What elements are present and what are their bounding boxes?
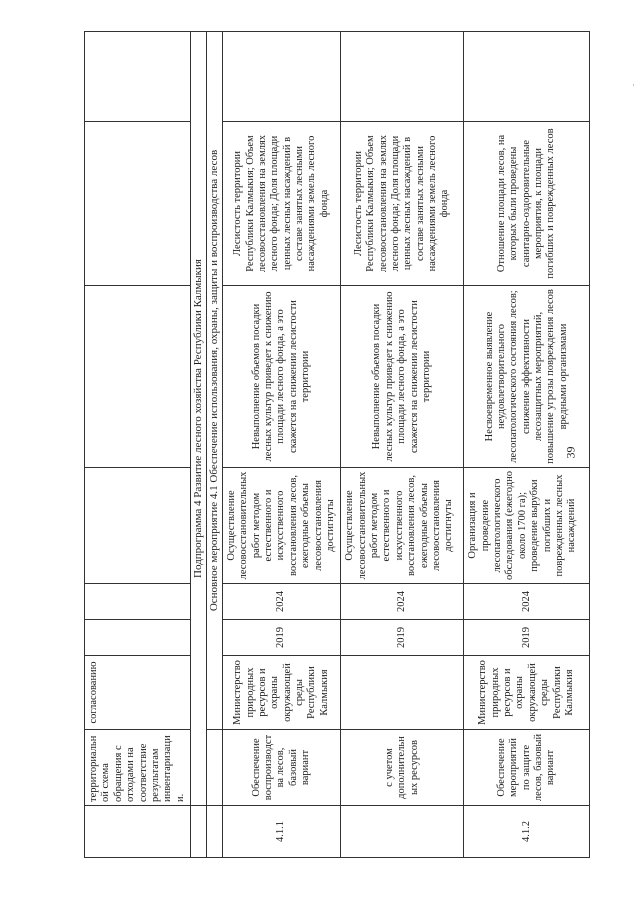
main-event-gap-cell (206, 806, 222, 858)
program-table (84, 31, 590, 858)
indicators: Лесистость территории Республики Калмыкия; Объем лесовосстановления на землях лесного фонда; Доля площади ценных лесных насаждений в составе занятых лесными насаждениями земель лесного фонда (222, 122, 340, 286)
header-cell-empty (85, 620, 191, 656)
table-row (222, 32, 340, 858)
start-year: 2019 (222, 620, 340, 656)
extra-cell (341, 32, 464, 122)
consequence: Несвоевременное выявление неудовлетворительного лесопатологического состояния лесов; снижение эффективности лесозащитных мероприятий, повышение угрозы повреждения лесов вредными организмами (464, 286, 590, 468)
header-cell-empty (85, 122, 191, 286)
expected-result: Осуществление лесовосстановительных работ методом естественного и искусственного восстановления лесов, ежегодные объемы лесовосстановления достигнуты (222, 468, 340, 584)
header-cell-empty (85, 286, 191, 468)
event-name: Обеспечение мероприятий по защите лесов, базовый вариант (464, 730, 590, 806)
subprogram-gap-cell (191, 806, 207, 858)
row-number: 4.1.2 (464, 806, 590, 858)
header-cell-num (85, 806, 191, 858)
main-event-gap-cell (206, 730, 222, 806)
header-row (85, 32, 191, 858)
subprogram-title: Подпрограмма 4 Развитие лесного хозяйства Республики Калмыкия (191, 32, 207, 806)
row-number (341, 806, 464, 858)
extra-cell (464, 32, 590, 122)
expected-result: Организация и проведение лесопатологического обследования (ежегодно около 1700 га); проведение вырубки погибших и поврежденных лесных насаждений (464, 468, 590, 584)
event-name: с учетом дополнительных ресурсов (341, 730, 464, 806)
header-cell-name: территориальной схема обращения с отходами на соответствие результатам инвентаризации. (85, 730, 191, 806)
start-year: 2019 (464, 620, 590, 656)
header-cell-executor: согласованию (85, 656, 191, 730)
consequence: Невыполнение объемов посадки лесных культур приведет к снижению площади лесного фонда, а это скажется на снижении лесистости территории (222, 286, 340, 468)
executor (341, 656, 464, 730)
consequence: Невыполнение объемов посадки лесных культур приведет к снижению площади лесного фонда, а это скажется на снижении лесистости территории (341, 286, 464, 468)
row-number: 4.1.1 (222, 806, 340, 858)
main-event-title: Основное мероприятие 4.1 Обеспечение использования, охраны, защиты и воспроизводства лесов (206, 32, 222, 730)
main-event-row (206, 32, 222, 858)
extra-cell (222, 32, 340, 122)
indicators: Лесистость территории Республики Калмыкия; Объем лесовосстановления на землях лесного фонда; Доля площади ценных лесных насаждений в составе занятых лесными насаждениями земель лесного фонда (341, 122, 464, 286)
start-year: 2019 (341, 620, 464, 656)
table-row (341, 32, 464, 858)
end-year: 2024 (341, 584, 464, 620)
expected-result: Осуществление лесовосстановительных работ методом естественного и искусственного восстановления лесов, ежегодные объемы лесовосстановления достигнуты (341, 468, 464, 584)
header-cell-empty (85, 32, 191, 122)
subprogram-row (191, 32, 207, 858)
edge-mark: · (632, 80, 635, 90)
executor: Министерство природных ресурсов и охраны окружающей среды Республики Калмыкия (464, 656, 590, 730)
indicators: Отношение площади лесов, на которых были проведены санитарно-оздоровительные мероприятия, к площади погибших и поврежденных лесов (464, 122, 590, 286)
end-year: 2024 (222, 584, 340, 620)
page-number: 39 (563, 446, 578, 459)
event-name: Обеспечение воспроизводства лесов, базовый вариант (222, 730, 340, 806)
header-cell-empty (85, 468, 191, 584)
table-row (464, 32, 590, 858)
header-cell-empty (85, 584, 191, 620)
executor: Министерство природных ресурсов и охраны окружающей среды Республики Калмыкия (222, 656, 340, 730)
end-year: 2024 (464, 584, 590, 620)
